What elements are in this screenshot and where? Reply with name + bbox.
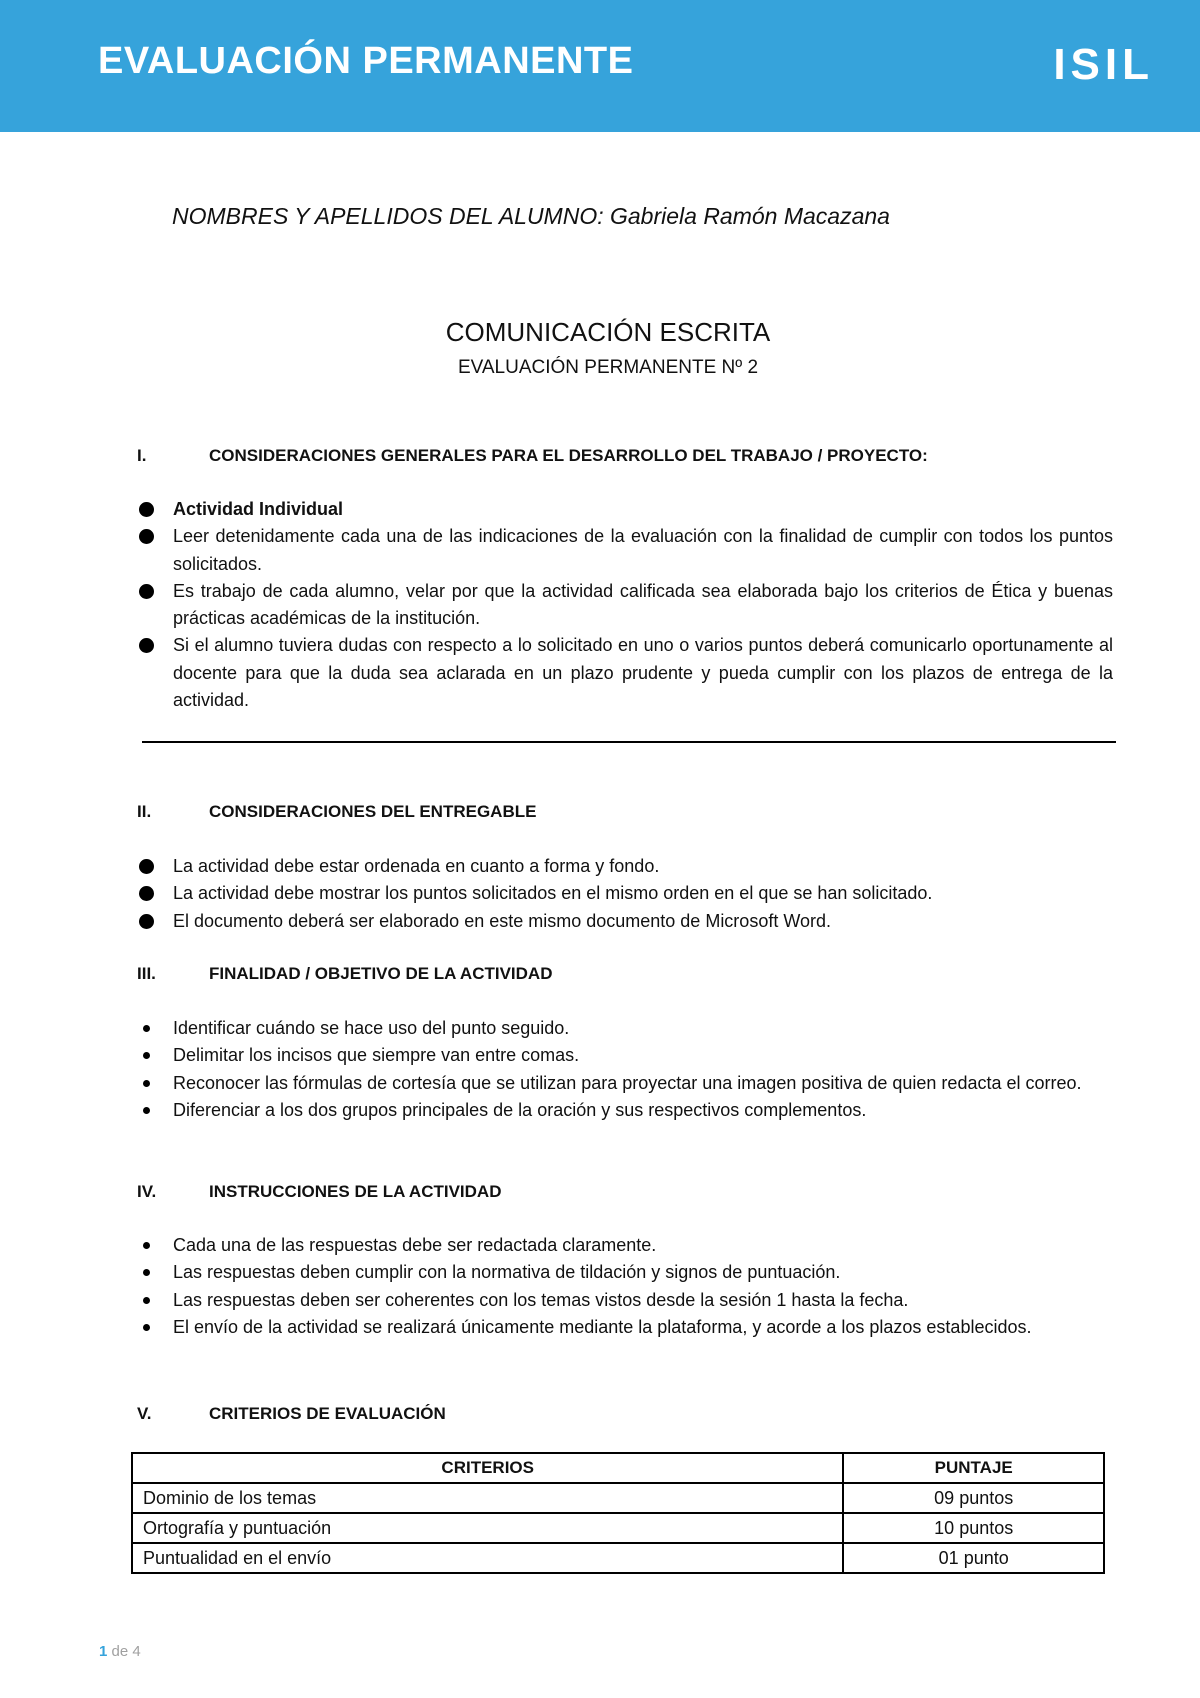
section-list-1 [137,496,1113,714]
list-item: Si el alumno tuviera dudas con respecto a lo solicitado en uno o varios puntos deberá comunicarlo oportunamente al docente para que la duda sea aclarada en un plazo prudente y pueda cumplir con los plazos de entrega de la actividad. [137,632,1113,714]
section-list-3 [137,1015,1113,1124]
list-item: La actividad debe mostrar los puntos solicitados en el mismo orden en el que se han solicitado. [137,880,1113,907]
course-subtitle: EVALUACIÓN PERMANENTE Nº 2 [457,357,759,378]
page-total: de 4 [111,1643,141,1660]
bullet-icon [139,529,154,544]
section-number: I. [137,446,147,465]
table-cell-score: 09 puntos [843,1483,1104,1513]
student-label: NOMBRES Y APELLIDOS DEL ALUMNO: [172,203,604,229]
header-banner [0,0,1200,132]
section-list-2 [137,853,1113,935]
bullet-icon [139,502,154,517]
section-list-4 [137,1232,1113,1341]
section-title: CRITERIOS DE EVALUACIÓN [209,1404,446,1423]
table-cell-criterion: Ortografía y puntuación [132,1513,843,1543]
bullet-icon [143,1080,150,1087]
table-row [132,1543,1104,1573]
table-cell-score: 10 puntos [843,1513,1104,1543]
page-footer [99,1643,141,1660]
list-item: Cada una de las respuestas debe ser redactada claramente. [137,1232,1113,1259]
table-cell-criterion: Puntualidad en el envío [132,1543,843,1573]
list-item: Las respuestas deben ser coherentes con los temas vistos desde la sesión 1 hasta la fecha. [137,1287,1113,1314]
section-number: II. [137,802,152,821]
bullet-icon [143,1269,150,1276]
section-heading-1 [137,446,928,466]
table-header-row [132,1453,1104,1483]
list-item: Identificar cuándo se hace uso del punto seguido. [137,1015,1113,1042]
table-header-cell: CRITERIOS [132,1453,843,1483]
bullet-icon [143,1052,150,1059]
section-heading-4 [137,1182,501,1202]
section-heading-3 [137,964,552,984]
bullet-icon [139,859,154,874]
table-row [132,1483,1104,1513]
section-heading-5 [137,1404,446,1424]
list-item: La actividad debe estar ordenada en cuanto a forma y fondo. [137,853,1113,880]
bullet-icon [143,1025,150,1032]
student-name: Gabriela Ramón Macazana [610,203,890,229]
list-item: Delimitar los incisos que siempre van entre comas. [137,1042,1113,1069]
section-title: CONSIDERACIONES DEL ENTREGABLE [209,802,537,821]
table-cell-score: 01 punto [843,1543,1104,1573]
list-item: El envío de la actividad se realizará únicamente mediante la plataforma, y acorde a los plazos establecidos. [137,1314,1113,1341]
section-title: CONSIDERACIONES GENERALES PARA EL DESARROLLO DEL TRABAJO / PROYECTO: [209,446,928,465]
bullet-icon [139,584,154,599]
list-item: Diferenciar a los dos grupos principales de la oración y sus respectivos complementos. [137,1097,1113,1124]
list-item: El documento deberá ser elaborado en este mismo documento de Microsoft Word. [137,908,1113,935]
divider [142,741,1116,743]
section-title: FINALIDAD / OBJETIVO DE LA ACTIVIDAD [209,964,553,983]
list-item: Leer detenidamente cada una de las indicaciones de la evaluación con la finalidad de cumplir con todos los puntos solicitados. [137,523,1113,578]
list-item: Reconocer las fórmulas de cortesía que se utilizan para proyectar una imagen positiva de quien redacta el correo. [137,1070,1113,1097]
student-line [172,203,890,230]
bullet-icon [143,1107,150,1114]
criteria-table [131,1452,1105,1574]
table-header-cell: PUNTAJE [843,1453,1104,1483]
bullet-icon [139,914,154,929]
section-number: IV. [137,1182,157,1201]
bullet-icon [139,886,154,901]
section-heading-2 [137,802,536,822]
bullet-icon [139,638,154,653]
section-number: V. [137,1404,152,1423]
bullet-icon [143,1297,150,1304]
bullet-icon [143,1324,150,1331]
list-item: Actividad Individual [137,496,1113,523]
bullet-icon [143,1242,150,1249]
table-cell-criterion: Dominio de los temas [132,1483,843,1513]
course-title: COMUNICACIÓN ESCRITA [445,317,771,347]
table-row [132,1513,1104,1543]
list-item: Las respuestas deben cumplir con la normativa de tildación y signos de puntuación. [137,1259,1113,1286]
section-title: INSTRUCCIONES DE LA ACTIVIDAD [209,1182,502,1201]
isil-logo: ISIL [1053,40,1154,89]
header-title: EVALUACIÓN PERMANENTE [98,40,634,82]
list-item: Es trabajo de cada alumno, velar por que la actividad calificada sea elaborada bajo los criterios de Ética y buenas prácticas académicas de la institución. [137,578,1113,633]
section-number: III. [137,964,156,983]
page-number: 1 [99,1643,108,1660]
